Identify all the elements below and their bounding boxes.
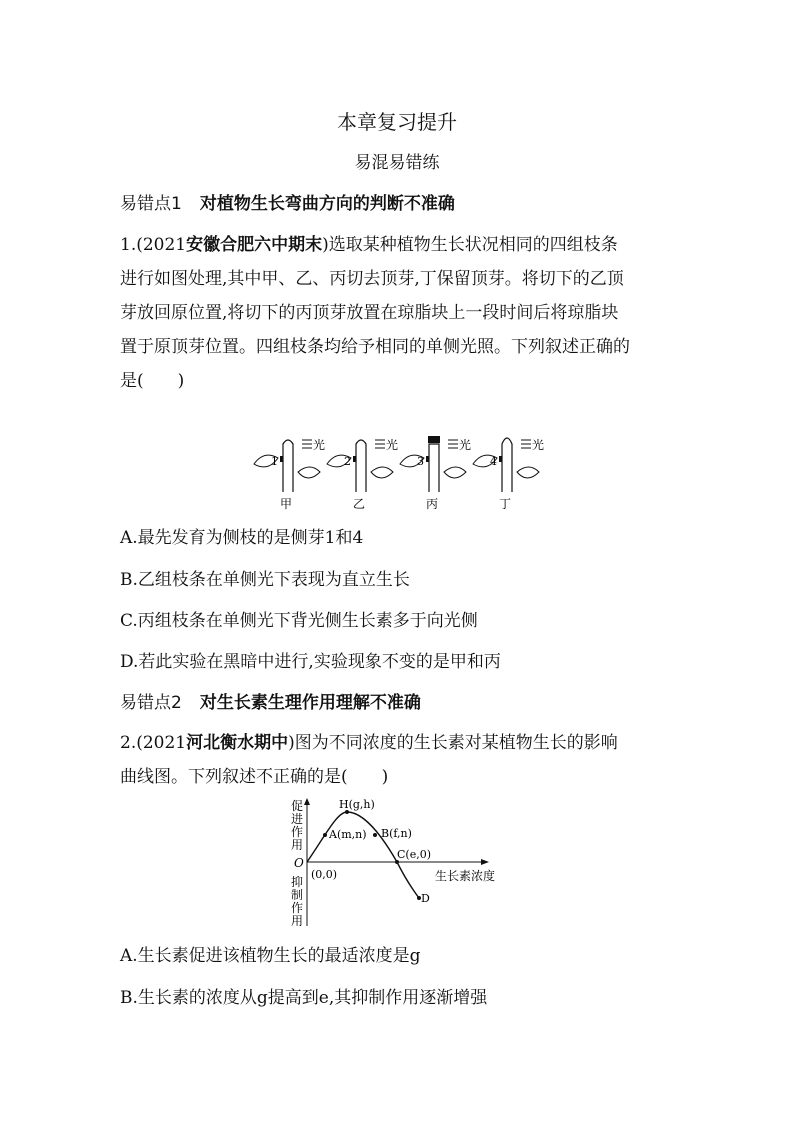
light-arrows-icon <box>375 440 385 448</box>
q2-option-b[interactable]: B.生长素的浓度从g提高到e,其抑制作用逐渐增强 <box>120 988 488 1008</box>
y-label-top-char-2: 进 <box>291 812 304 826</box>
q1-line-5: 是( ) <box>120 371 185 391</box>
section-2-label: 易错点2 <box>120 693 182 713</box>
light-label: 光 <box>532 438 545 452</box>
q1-option-d[interactable]: D.若此实验在黑暗中进行,实验现象不变的是甲和丙 <box>120 652 501 672</box>
branch-group-bing <box>400 436 471 511</box>
light-arrows-icon <box>521 440 531 448</box>
point-h-label: H(g,h) <box>339 798 375 811</box>
light-label: 光 <box>386 438 399 452</box>
x-axis-arrow-icon <box>481 859 489 865</box>
q2-source: 河北衡水期中 <box>186 733 289 753</box>
q1-option-c[interactable]: C.丙组枝条在单侧光下背光侧生长素多于向光侧 <box>120 611 478 631</box>
leaf-right-shape <box>298 467 320 478</box>
q1-line-3: 芽放回原位置,将切下的丙顶芽放置在琼脂块上一段时间后将琼脂块 <box>120 303 619 323</box>
y-axis-arrow-icon <box>304 798 310 805</box>
point-b-mark <box>373 833 377 837</box>
q1-option-a[interactable]: A.最先发育为侧枝的是侧芽1和4 <box>120 528 364 548</box>
leaf-right-shape <box>371 467 393 478</box>
section-2-text: 对生长素生理作用理解不准确 <box>199 693 421 713</box>
question-2-stem <box>120 726 680 794</box>
lateral-bud-shape <box>426 456 429 462</box>
branch-group-jia <box>254 437 325 511</box>
section-1-heading <box>120 189 455 214</box>
page-subtitle: 易混易错练 <box>354 153 440 173</box>
agar-block-shape <box>428 436 440 443</box>
section-2-heading <box>120 688 421 713</box>
leaf-right-shape <box>444 467 466 478</box>
plant-branches-figure <box>250 432 550 514</box>
q1-source: 安徽合肥六中期末 <box>186 235 323 255</box>
y-label-bottom-char-2: 制 <box>291 888 304 902</box>
q2-text-1: 图为不同浓度的生长素对某植物生长的影响 <box>294 733 618 753</box>
lateral-bud-shape <box>353 456 356 462</box>
q1-line-2: 进行如图处理,其中甲、乙、丙切去顶芽,丁保留顶芽。将切下的乙顶 <box>120 269 624 289</box>
y-label-top-char-3: 作 <box>291 825 304 839</box>
q2-option-a[interactable]: A.生长素促进该植物生长的最适浓度是g <box>120 946 421 966</box>
light-label: 光 <box>459 438 472 452</box>
branch-group-ding <box>473 437 544 511</box>
stem-shape <box>283 440 293 492</box>
section-1-text: 对植物生长弯曲方向的判断不准确 <box>199 194 455 214</box>
q1-option-b[interactable]: B.乙组枝条在单侧光下表现为直立生长 <box>120 570 410 590</box>
point-o-label: (0,0) <box>311 868 338 881</box>
light-arrows-icon <box>302 440 312 448</box>
q1-number: 1.(2021 <box>120 235 187 255</box>
q2-line-1 <box>120 726 680 760</box>
light-arrows-icon <box>448 440 458 448</box>
light-label: 光 <box>313 438 326 452</box>
group-name: 丙 <box>426 497 439 511</box>
stem-shape <box>356 440 366 492</box>
y-axis-label-top <box>291 799 303 852</box>
q1-line-1 <box>120 228 680 262</box>
q1-close-paren: ) <box>322 235 329 255</box>
lateral-bud-shape <box>499 456 502 462</box>
point-c-label: C(e,0) <box>397 848 432 861</box>
stem-shape <box>502 438 512 492</box>
q1-text-1: 选取某种植物生长状况相同的四组枝条 <box>328 235 618 255</box>
bud-number: 1 <box>271 455 278 468</box>
x-axis-label: 生长素浓度 <box>435 869 496 883</box>
q2-line-2: 曲线图。下列叙述不正确的是( ) <box>120 767 389 787</box>
branch-group-yi <box>327 437 398 511</box>
bud-number: 2 <box>344 455 351 468</box>
q2-number: 2.(2021 <box>120 733 187 753</box>
y-label-bottom-char-1: 抑 <box>291 875 304 889</box>
point-a-mark <box>323 833 327 837</box>
group-name: 甲 <box>280 497 293 511</box>
point-b-label: B(f,n) <box>381 827 412 840</box>
section-1-label: 易错点1 <box>120 194 182 214</box>
q2-close-paren: ) <box>288 733 295 753</box>
auxin-curve-chart <box>285 798 515 930</box>
point-a-label: A(m,n) <box>329 828 367 841</box>
y-label-bottom-char-4: 用 <box>291 914 304 928</box>
y-label-bottom-char-3: 作 <box>291 901 304 915</box>
point-d-label: D <box>421 892 430 905</box>
q1-line-4: 置于原顶芽位置。四组枝条均给予相同的单侧光照。下列叙述正确的 <box>120 337 630 357</box>
group-name: 丁 <box>499 497 512 511</box>
y-label-top-char-4: 用 <box>291 838 304 852</box>
y-label-top-char-1: 促 <box>291 799 304 813</box>
page-title: 本章复习提升 <box>337 110 457 134</box>
bud-number: 4 <box>490 455 497 468</box>
origin-label: O <box>294 856 304 870</box>
bud-number: 3 <box>417 455 424 468</box>
leaf-right-shape <box>517 467 539 478</box>
question-1-stem <box>120 228 680 398</box>
group-name: 乙 <box>353 497 366 511</box>
stem-shape <box>429 444 439 492</box>
lateral-bud-shape <box>280 456 283 462</box>
y-axis-label-bottom <box>291 874 303 928</box>
